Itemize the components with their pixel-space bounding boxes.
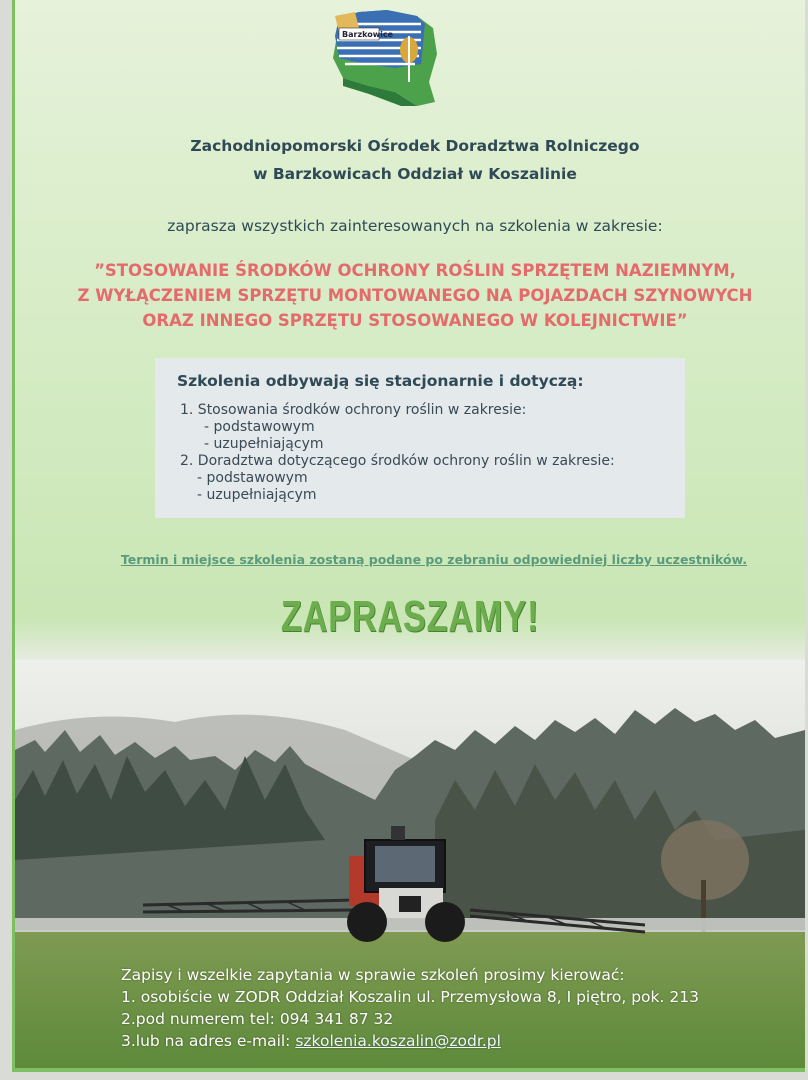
svg-text:Barzkowice: Barzkowice xyxy=(342,30,393,39)
organization-line-2: w Barzkowicach Oddział w Koszalinie xyxy=(253,165,577,183)
contact-line-3 xyxy=(121,1030,699,1052)
organization-line-1: Zachodniopomorski Ośrodek Doradztwa Rolniczego xyxy=(190,137,640,155)
barzkowice-logo xyxy=(325,6,445,110)
email-link[interactable]: szkolenia.koszalin@zodr.pl xyxy=(295,1032,501,1050)
contact-line-2: 2.pod numerem tel: 094 341 87 32 xyxy=(121,1010,394,1028)
training-title-line-3: ORAZ INNEGO SPRZĘTU STOSOWANEGO W KOLEJNICTWIE” xyxy=(142,311,688,330)
training-title xyxy=(15,258,805,333)
details-heading: Szkolenia odbywają się stacjonarnie i dotyczą: xyxy=(177,372,584,390)
details-item-1a: - podstawowym xyxy=(204,419,315,435)
contact-intro: Zapisy i wszelkie zapytania w sprawie szkoleń prosimy kierować: xyxy=(121,966,625,984)
contact-line-1: 1. osobiście w ZODR Oddział Koszalin ul. Przemysłowa 8, I piętro, pok. 213 xyxy=(121,988,699,1006)
headline: ZAPRASZAMY! xyxy=(280,592,540,641)
details-item-2a: - podstawowym xyxy=(197,470,308,486)
details-item-1: 1. Stosowania środków ochrony roślin w zakresie: xyxy=(180,402,527,418)
contact-info xyxy=(121,964,699,1052)
training-title-line-1: ”STOSOWANIE ŚRODKÓW OCHRONY ROŚLIN SPRZĘTEM NAZIEMNYM, xyxy=(94,261,736,280)
contact-line-3-prefix: 3.lub na adres e-mail: xyxy=(121,1032,296,1050)
details-list xyxy=(180,402,615,504)
training-title-line-2: Z WYŁĄCZENIEM SPRZĘTU MONTOWANEGO NA POJAZDACH SZYNOWYCH xyxy=(77,286,753,305)
invitation-text: zaprasza wszystkich zainteresowanych na szkolenia w zakresie: xyxy=(167,217,663,235)
details-item-1b: - uzupełniającym xyxy=(204,436,324,452)
poster xyxy=(12,0,805,1072)
details-item-2b: - uzupełniającym xyxy=(197,487,317,503)
details-box xyxy=(155,358,685,518)
details-item-2: 2. Doradztwa dotyczącego środków ochrony roślin w zakresie: xyxy=(180,453,615,469)
term-note: Termin i miejsce szkolenia zostaną podane po zebraniu odpowiedniej liczby uczestników. xyxy=(120,552,748,567)
